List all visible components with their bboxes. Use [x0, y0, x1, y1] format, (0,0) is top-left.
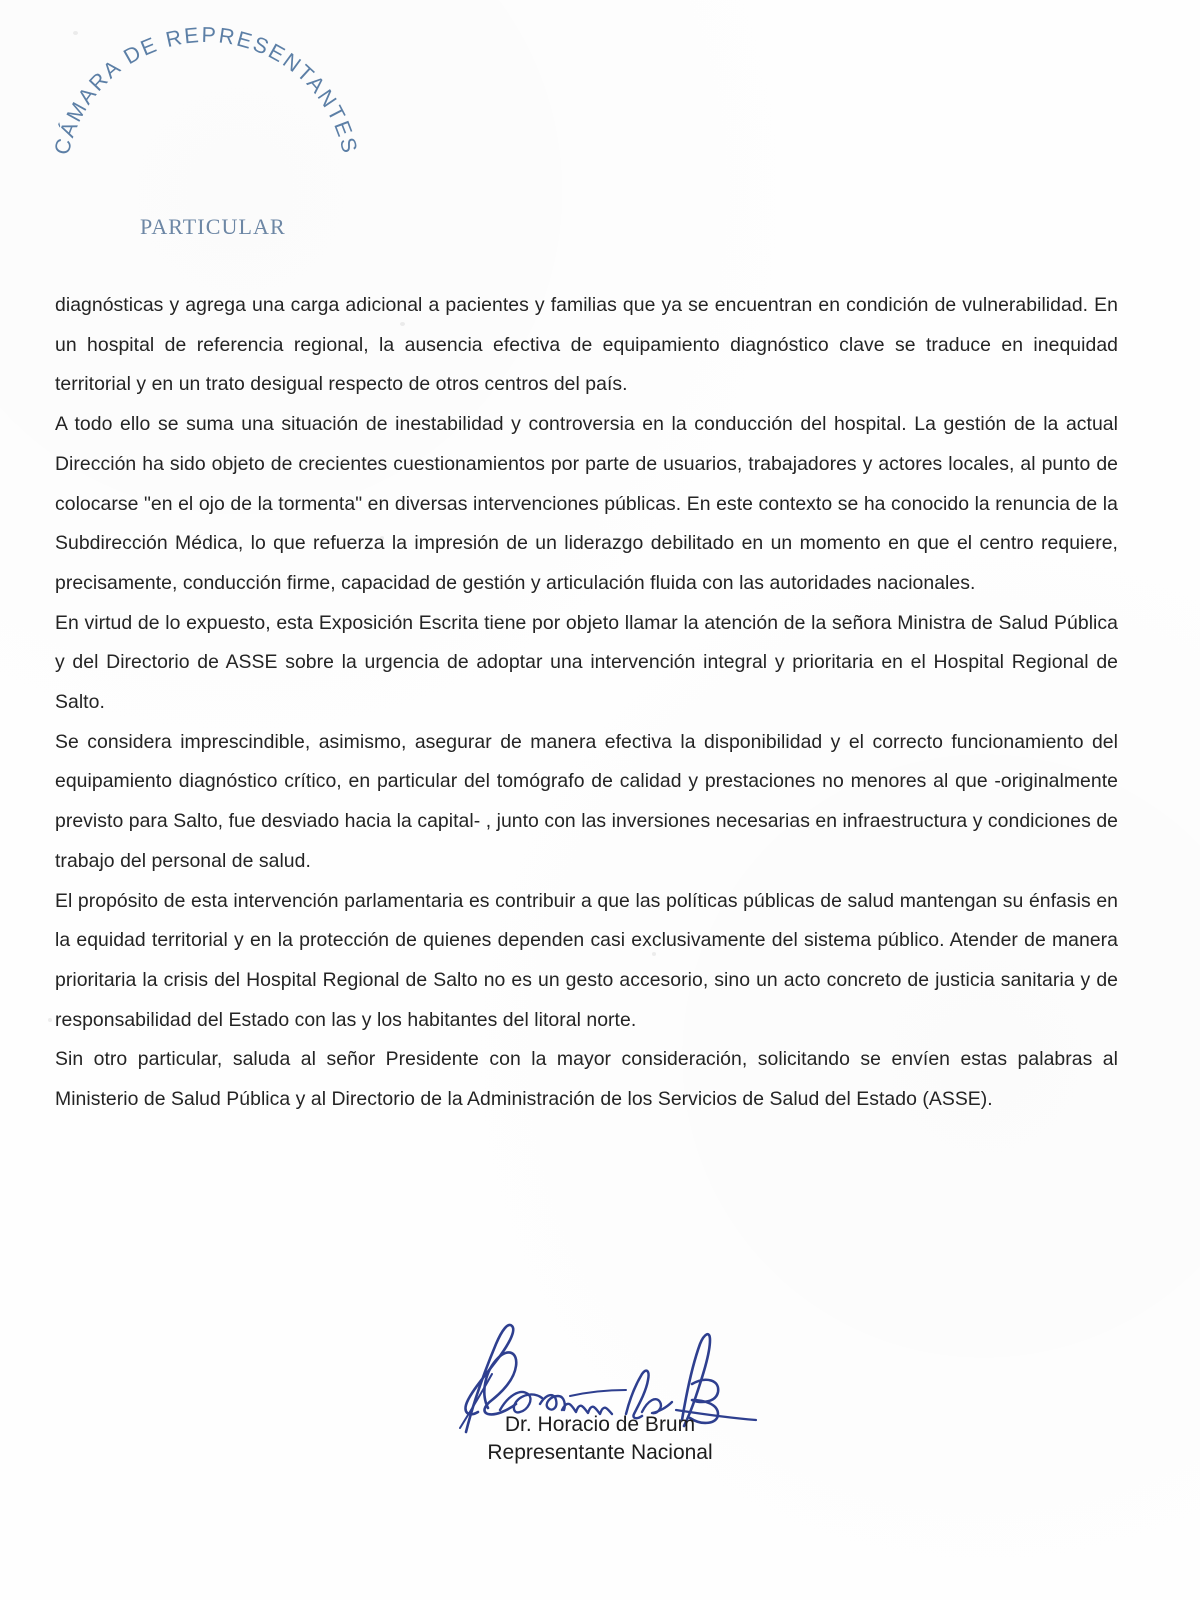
document-type-label: PARTICULAR	[140, 214, 286, 239]
signatory-role: Representante Nacional	[487, 1441, 713, 1464]
signature-block	[0, 1300, 1200, 1467]
scan-speck	[48, 1018, 52, 1022]
paragraph: Se considera imprescindible, asimismo, asegurar de manera efectiva la disponibilidad y el correcto funcionamiento del equipamiento diagnóstico crítico, en particular del tomógrafo de calidad y prestaciones no menores al que -originalmente previsto para Salto, fue desviado hacia la capital- , junto con las inversiones necesarias en infraestructura y condiciones de trabajo del personal de salud.	[55, 730, 1118, 872]
paragraph: A todo ello se suma una situación de inestabilidad y controversia en la conducción del hospital. La gestión de la actual Dirección ha sido objeto de crecientes cuestionamientos por parte de usuarios, trabajadores y actores locales, al punto de colocarse "en el ojo de la tormenta" en diversas intervenciones públicas. En este contexto se ha conocido la renuncia de la Subdirección Médica, lo que refuerza la impresión de un liderazgo debilitado en un momento en que el centro requiere, precisamente, conducción firme, capacidad de gestión y articulación fluida con las autoridades nacionales.	[55, 413, 1118, 594]
paragraph: El propósito de esta intervención parlamentaria es contribuir a que las políticas públicas de salud mantengan su énfasis en la equidad territorial y en la protección de quienes dependen casi exclusivamente del sistema público. Atender de manera prioritaria la crisis del Hospital Regional de Salto no es un gesto accesorio, sino un acto concreto de justicia sanitaria y de responsabilidad del Estado con las y los habitantes del litoral norte.	[55, 889, 1118, 1031]
letterhead-logo	[46, 14, 376, 189]
paragraph: diagnósticas y agrega una carga adicional a pacientes y familias que ya se encuentran en condición de vulnerabilidad. En un hospital de referencia regional, la ausencia efectiva de equipamiento diagnóstico clave se traduce en inequidad territorial y en un trato desigual respecto de otros centros del país.	[55, 294, 1118, 396]
paragraph: Sin otro particular, saluda al señor Presidente con la mayor consideración, solicitando se envíen estas palabras al Ministerio de Salud Pública y al Directorio de la Administración de los Servicios de Salud del Estado (ASSE).	[55, 1048, 1118, 1111]
paragraph: En virtud de lo expuesto, esta Exposición Escrita tiene por objeto llamar la atención de la señora Ministra de Salud Pública y del Directorio de ASSE sobre la urgencia de adoptar una intervención integral y prioritaria en el Hospital Regional de Salto.	[55, 611, 1118, 714]
letterhead-arc-text: CÁMARA DE REPRESENTANTES	[49, 22, 363, 158]
document-body	[55, 286, 1118, 1120]
signatory-name: Dr. Horacio de Brum	[504, 1413, 696, 1436]
